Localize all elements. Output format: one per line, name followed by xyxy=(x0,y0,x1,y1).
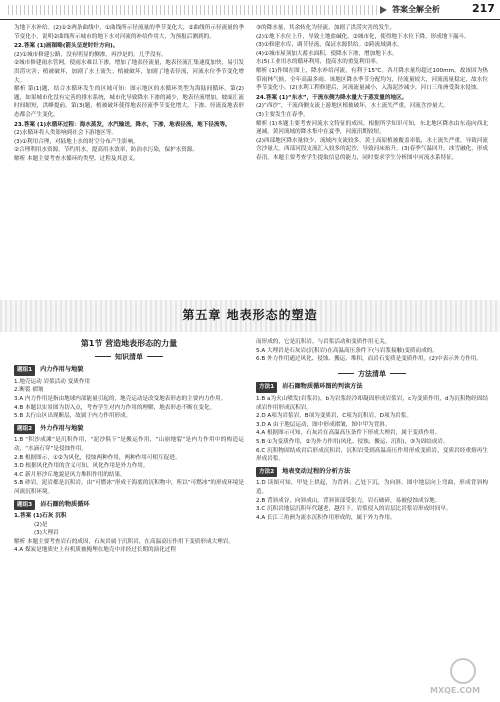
watermark-text: MXQE.COM xyxy=(430,686,481,695)
list-item: 4.A 根据图示可知，石灰岩在高温高压条件下形成大理岩，属于变质作用。 xyxy=(256,430,441,437)
answer-paragraph: 22.答案 (1)画图略(箭头呈逆时针方向)。 xyxy=(14,43,119,50)
section-title: 第1节 营造地表形态的力量 xyxy=(80,339,178,348)
topic-tag: 题组1 xyxy=(14,365,35,376)
knowledge-list-heading: 知识清单 xyxy=(14,353,244,362)
list-item: 1.B “积沙成滩”是沉积作用，“泥沙俱下”是搬运作用，“山崩地裂”是内力作用中的构造运动，“水滴石穿”是侵蚀作用。 xyxy=(14,437,244,452)
list-item: 6.B 外力作用通过风化、侵蚀、搬运、堆积，而岩石变质是变质作用。(2)中表示外力作用。 xyxy=(256,356,482,363)
paragraph: (2)①地下水位上升，导致土地盐碱化。②城市化，使得地下水位下降，形成地下漏斗。 xyxy=(256,33,470,40)
lower-left-column xyxy=(14,338,244,555)
paragraph: 解析 本题主要考查岩石的成因，石灰岩属于沉积岩，在高温高压作用下变质形成大理岩。 xyxy=(14,538,234,545)
list-item: 5.B 砂岩，泥岩都是沉积岩，由“可燃冰”形成于海底的沉积物中，所以“可燃冰”的形成环境是河流沉积环境。 xyxy=(14,480,244,495)
paragraph: ②城市修建雨水管网，使雨水难以下渗，增加了地表径流量，地表径流汇集速度加快，易引发洪涝灾害；植被破坏，加剧了水土流失；植被破坏，加剧了地表径流，河流水位季节变化增大。 xyxy=(14,60,244,84)
topic-title: 岩石圈的物质循环 xyxy=(40,500,90,508)
list-item: 4.A 长江三角洲为流水沉积作用形成的，属于外力作用。 xyxy=(256,514,396,521)
page-header xyxy=(0,0,500,20)
list-item: 5.B ①为变质作用，②为外力作用(风化、侵蚀、搬运、沉积)，③为固结成岩。 xyxy=(256,438,449,445)
header-title: 答案全解全析 xyxy=(392,5,440,14)
paragraph: (2)“西沙”，干流西侧支流上游地区植被破坏，水土流失严重，河流含沙量大。 xyxy=(256,103,449,110)
heading-rule xyxy=(95,356,111,357)
list-item: 3.C 沉积岩地层沉积年代越老，越往下。岩浆侵入的岩层比岩浆岩形成时间早。 xyxy=(256,506,452,513)
list-item: (2)是 xyxy=(34,521,48,528)
paragraph: (2)西部地区降水量较少，流域内支流较多，黄土高原植被覆盖率低，水土流失严重，导致河流含沙量大。西部河段支流汇入较多的泥沙，导致河床抬升。(3)春季气温回升，冰雪融化，形成春汛。本题主要考查学生提取信息的能力，同时要求学生分析图中河流水系特征。 xyxy=(256,137,488,161)
list-item: 3.A 内力作用是指由地球内部能量引起的，地壳运动是改变地表形态的主要内力作用。 xyxy=(14,395,227,402)
topic-header xyxy=(14,424,244,435)
list-item: 2.B 根据图示，①②为风化，侵蚀两种作用，两种作用可相互促进。 xyxy=(14,454,181,461)
list-item: 1.地壳运动 岩浆活动 变质作用 xyxy=(14,378,91,385)
method-tag: 方法2 xyxy=(256,467,277,478)
paragraph: 而形成的，它是沉积岩，与岩浆活动和变质作用无关。 xyxy=(256,339,391,345)
list-item: 4.A 煤炭是地质史上有机质被掩埋在地壳中并经过长期的演化过程 xyxy=(14,547,176,554)
paragraph: (2)水循环将人类影响到社会下游地区等。 xyxy=(14,130,118,137)
list-item: 6.C 沉积物固结成岩后形成沉积岩，沉积岩受到高温高压作用形成变质岩，变质岩经重熔再生形成岩浆。 xyxy=(256,447,488,463)
list-item: 4.B 本题以实景图为切入点，考查学生对内力作用的理解，地表形态不断在变化。 xyxy=(14,404,216,411)
paragraph: 解析 (1)作图在图上，降水补给河流，有利于15℃。各月降水量均超过100mm，故该国为热带雨林气候，全年高温多雨。该地区降水季节分配均匀，径流量较大，河流流量稳定，故水位季节变化小。(2)水利工程修建后，河流流量减小，入海泥沙减少，河口三角洲受海水侵蚀。 xyxy=(256,67,488,92)
list-item: 5.B 太行山区出现断层，故属于内力作用形成。 xyxy=(14,413,132,420)
header-stripe-pattern xyxy=(8,5,378,15)
paragraph: (3)①修建水库，调节径流，保证水源供给。②跨流域调水。 xyxy=(256,42,403,49)
list-item: 2.B 背斜成谷，向斜成山。背斜顶部受张力，岩石破碎，易被侵蚀成谷地。 xyxy=(256,497,441,504)
header-triangle-icon xyxy=(380,6,387,14)
method-header xyxy=(256,382,488,393)
paragraph: 为地下水补给。(2)①②两条曲线中，①曲线所示径流量的季节变化大，②曲线所示径流量的季节变化小，说明②曲线所示城市的地下水对河流的补给作用大，为预报后测到的。 xyxy=(14,25,244,40)
upper-left-column xyxy=(14,24,244,164)
list-item: 5.A 大理岩是石灰岩(沉积岩)在高温高压条件下(与岩浆接触)变质而成的。 xyxy=(256,347,438,354)
answer-paragraph: 24.答案 (1)“东水”，干流东侧为降水量大于蒸发量的地区。 xyxy=(256,94,408,101)
method-title: 地表变动过程的分析方法 xyxy=(282,467,351,475)
paragraph: (2)①城市修建公路，没有明显的侧渗，再沙是的，几乎没有。 xyxy=(14,51,167,58)
watermark-circle-icon xyxy=(450,658,476,684)
upper-right-column xyxy=(256,24,488,163)
list-item: 3.D 根据风化作用的含义可知，风化作用是外力作用。 xyxy=(14,463,149,470)
list-item: 1.B a为火山喷发(岩浆岩)，b为岩浆经冷却凝固形成岩浆岩，c为变质作用，d为沉积物经固结成岩作用形成沉积岩。 xyxy=(256,395,488,411)
topic-header xyxy=(14,500,244,511)
paragraph: (3)主要发生在春季。 xyxy=(256,111,309,118)
answer-paragraph: 23.答案 (1)水循环过程：海水蒸发，水汽输送，降水，下渗，地表径流，地下径流等。 xyxy=(14,121,231,128)
list-item: (3)大理岩 xyxy=(34,530,59,537)
watermark-logo xyxy=(430,658,494,698)
answer-paragraph: 1.答案 (1)石灰 沉积 xyxy=(14,513,67,520)
paragraph: 解析 (1)本题主要考查河流水文特征的成因。根据所学知识可知，东北地区降水由东南向西北递减。黄河流域的降水集中在夏季，河流汛期较短。 xyxy=(256,120,488,136)
paragraph: ②合理利用水资源，节约用水，提高用水效率，防治水污染，保护水资源。 xyxy=(14,147,199,154)
topic-tag: 题组2 xyxy=(14,424,35,435)
paragraph: 水(5)工业用水的循环利用，提高水的重复利用率。 xyxy=(256,59,382,66)
method-tag: 方法1 xyxy=(256,382,277,393)
paragraph: 解析 本题主要考查水循环的类型、过程及其意义。 xyxy=(14,155,139,162)
list-item: 2.断裂 褶皱 xyxy=(14,387,44,394)
topic-header xyxy=(14,365,244,376)
paragraph: (3)①利用合理，对陆地上水的时空分布产生影响。 xyxy=(14,138,139,145)
paragraph: 解析 第(1)题，结合水循环发生的区域可知：图示地区的水循环类型为海陆间循环。第(2)题，如果城市化没有完善的排水系统，城市化导致降水下渗的减少，地表径流增加，坡面汇流时间缩短，洪峰提前。第(3)题，植被破坏使得地表径流季节变化增大，下渗、径流及地表形态都会产生变化。 xyxy=(14,86,244,118)
list-item: 3.D A 由于地层运动，图中形成褶皱，图中甲为背斜。 xyxy=(256,421,391,428)
page-number: 217 xyxy=(472,2,495,15)
lower-right-column xyxy=(256,338,488,522)
paragraph: (4)①城市屋顶加大蓄水面积，使降水下渗，增加地下水。 xyxy=(256,50,398,57)
heading-rule xyxy=(147,356,163,357)
list-item: 4.C 新月形沙丘地貌是风力堆积作用的结果。 xyxy=(14,471,126,478)
paragraph: ③的降水量，其余转化为径流，加剧了洪涝灾害的发生。 xyxy=(256,25,396,31)
heading-rule xyxy=(338,373,354,374)
list-item: 1.D 读图可知，甲处上拱起，为背斜；乙处下沉，为向斜。图中地层向上弯曲，形成背斜构造。 xyxy=(256,480,488,495)
topic-title: 内力作用与地貌 xyxy=(40,366,84,374)
method-header xyxy=(256,467,488,478)
method-list-heading: 方法清单 xyxy=(256,370,488,379)
topic-tag: 题组3 xyxy=(14,500,35,511)
heading-rule xyxy=(390,373,406,374)
list-item: 2.D A项为岩浆岩，B项为变质岩，C项为沉积岩，D项为岩浆。 xyxy=(256,413,412,420)
chapter-title: 第五章 地表形态的塑造 xyxy=(182,308,318,322)
topic-title: 外力作用与地貌 xyxy=(40,424,84,432)
method-title: 岩石圈物质循环图的判读方法 xyxy=(282,383,363,391)
